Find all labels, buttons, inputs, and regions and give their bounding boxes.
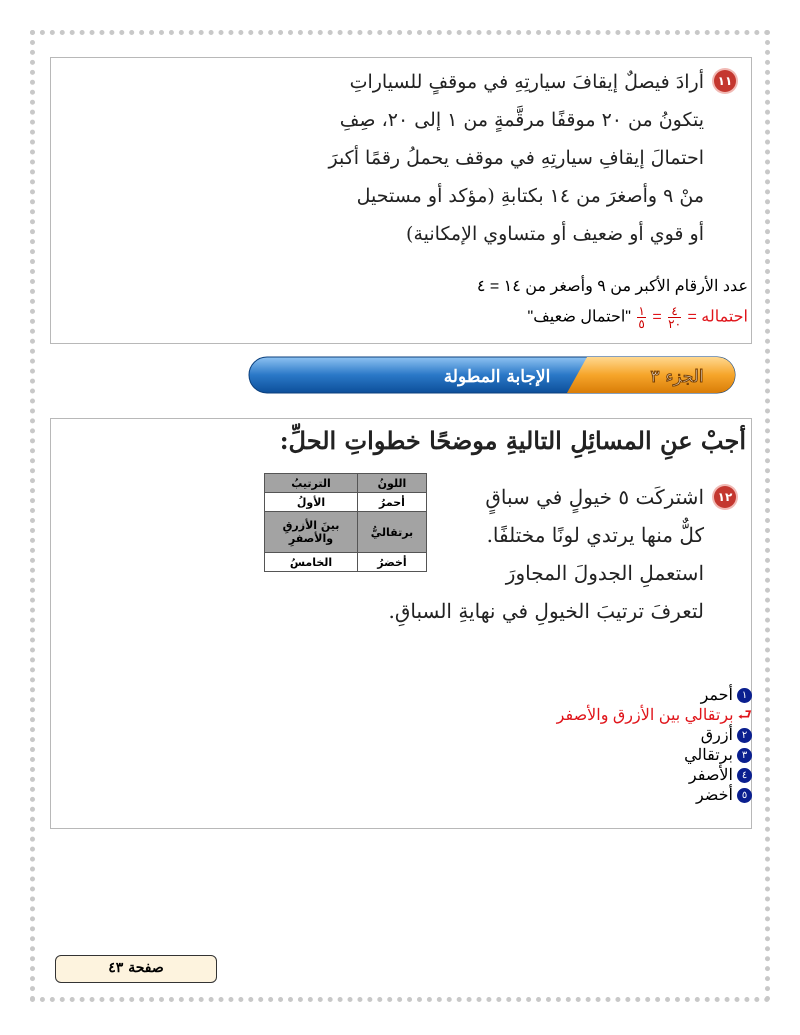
number-bullet: ٢ <box>737 728 752 743</box>
fraction-1-5 <box>637 305 645 330</box>
fraction-denominator: ٢٠ <box>668 317 682 331</box>
table-cell: الخامسُ <box>265 553 358 572</box>
section-banner <box>247 352 737 398</box>
question-line: استعملِ الجدولَ المجاورَ <box>505 561 704 585</box>
answer-list <box>557 686 752 806</box>
list-item-text: الأصفر <box>688 767 733 784</box>
question-line: أو قوي أو ضعيف أو متساوي الإمكانية) <box>406 223 704 245</box>
list-item-text: أزرق <box>700 727 733 744</box>
question-line: احتمالَ إيقافِ سيارتِهِ في موقف يحملُ رقمًا أكبرَ <box>328 147 704 169</box>
list-item-text: أحمر <box>700 687 733 704</box>
fraction-numerator: ٤ <box>668 305 681 318</box>
question-11-text <box>328 63 704 253</box>
answer-line-2 <box>528 305 748 330</box>
number-bullet: ٣ <box>737 748 752 763</box>
question-line: منْ ٩ وأصغرَ من ١٤ بكتابةِ (مؤكد أو مستحيل <box>356 185 704 207</box>
question-line: كلٌّ منها يرتدي لونًا مختلفًا. <box>486 523 704 547</box>
list-item <box>557 706 752 726</box>
question-line: لتعرفَ ترتيبَ الخيولِ في نهايةِ السباقِ. <box>388 599 704 623</box>
table-header-cell: الترتيبُ <box>265 474 358 493</box>
number-bullet: ٥ <box>737 788 752 803</box>
page-number-box <box>55 955 217 983</box>
table-cell: أحمرُ <box>358 493 427 512</box>
table-header-row <box>265 474 427 493</box>
fraction-4-20 <box>668 305 681 330</box>
table-row <box>265 512 427 553</box>
question-12-text <box>388 478 704 630</box>
horses-table <box>264 473 427 572</box>
table-cell: الأولُ <box>265 493 358 512</box>
question-line: يتكونُ من ٢٠ موقفًا مرقَّمةٍ من ١ إلى ٢٠، صِفِ <box>339 109 704 131</box>
table-cell: أخضرُ <box>358 553 427 572</box>
question-11-number: ١١ <box>714 70 736 92</box>
table-header-cell: اللونُ <box>358 474 427 493</box>
number-bullet: ٤ <box>737 768 752 783</box>
list-item-text: برتقالي بين الأزرق والأصفر <box>556 707 734 724</box>
answer-suffix: "احتمال ضعيف" <box>527 308 631 326</box>
table-cell: بينَ الأزرقِ والأصفرِ <box>265 512 358 553</box>
answer-line-1: عدد الأرقام الأكبر من ٩ وأصغر من ١٤ = ٤ <box>476 278 748 295</box>
page-number: صفحة ٤٣ <box>108 960 164 976</box>
list-item <box>557 726 752 746</box>
list-item <box>557 686 752 706</box>
equals-sign: = <box>652 308 662 326</box>
section-heading: أجبْ عنِ المسائِلِ التاليةِ موضحًا خطواتِ الحلِّ: <box>279 426 746 455</box>
banner-part-label: الجزء ٣ <box>650 367 704 387</box>
table-cell: برتقاليُّ <box>358 512 427 553</box>
fraction-numerator: ١ <box>638 304 645 318</box>
question-line: أرادَ فيصلٌ إيقافَ سيارتِهِ في موقفٍ للسياراتِ <box>349 71 704 93</box>
number-bullet: ١ <box>737 688 752 703</box>
answer-prefix: احتماله = <box>687 308 748 326</box>
question-line: اشتركَت ٥ خيولٍ في سباقٍ <box>485 485 704 509</box>
question-12-number: ١٢ <box>714 486 736 508</box>
arrow-icon: ⮐ <box>737 707 752 724</box>
list-item <box>557 746 752 766</box>
banner-title: الإجابة المطولة <box>443 367 551 387</box>
list-item <box>557 766 752 786</box>
list-item <box>557 786 752 806</box>
list-item-text: برتقالي <box>684 747 733 764</box>
table-row <box>265 553 427 572</box>
fraction-denominator: ٥ <box>638 317 645 331</box>
table-row <box>265 493 427 512</box>
list-item-text: أخضر <box>695 787 733 804</box>
